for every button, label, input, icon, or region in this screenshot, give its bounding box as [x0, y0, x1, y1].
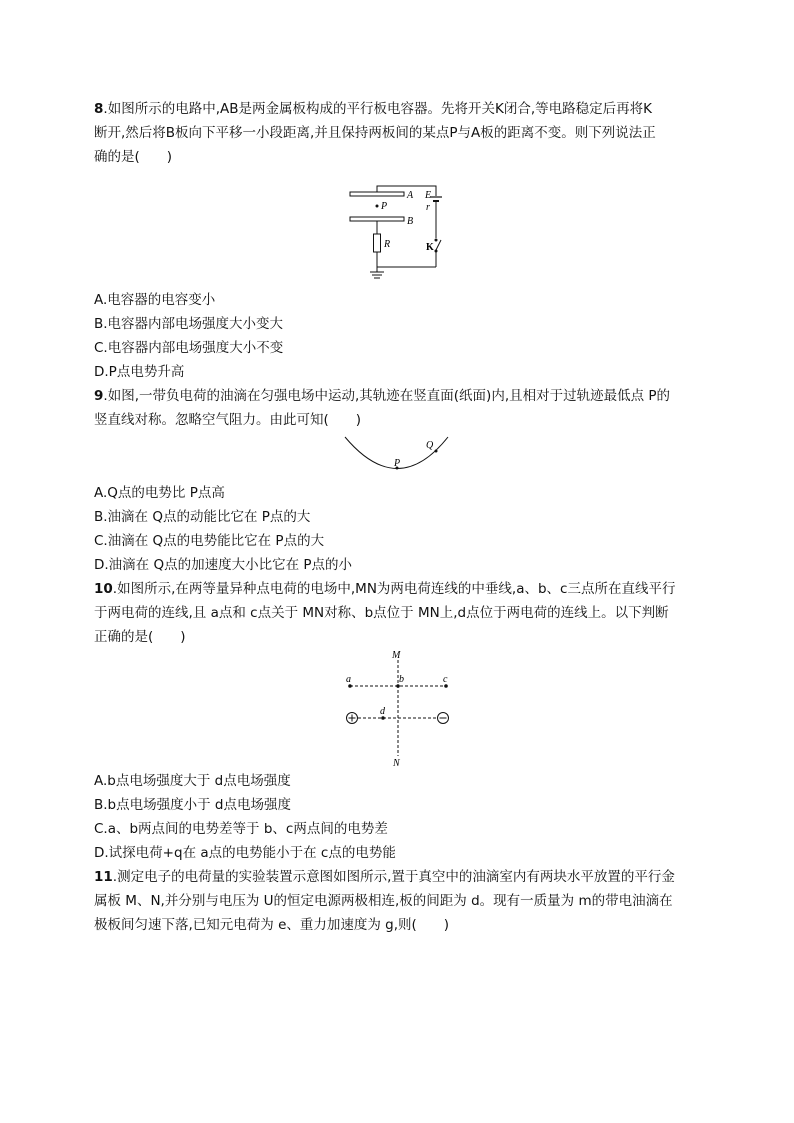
q9-option-c: C.油滴在 Q点的电势能比它在 P点的大 [94, 533, 325, 549]
label-k: K [426, 242, 434, 253]
q10-stem-line-3: 正确的是( ) [94, 629, 186, 645]
q8-stem-line-3: 确的是( ) [94, 149, 173, 165]
q10-option-d: D.试探电荷+q在 a点的电势能小于在 c点的电势能 [94, 845, 396, 861]
label-b: b [399, 674, 404, 685]
q8-option-d: D.P点电势升高 [94, 364, 185, 380]
plate-b [350, 217, 404, 221]
q10-stem-line-2: 于两电荷的连线,且 a点和 c点关于 MN对称、b点位于 MN上,d点位于两电荷的连线上。以下判断 [94, 605, 669, 621]
q10-stem-line-1 [94, 579, 675, 599]
q9-stem-line-2: 竖直线对称。忽略空气阻力。由此可知( ) [94, 412, 362, 428]
q9-option-b: B.油滴在 Q点的动能比它在 P点的大 [94, 509, 311, 525]
q8-circuit-diagram [340, 182, 450, 284]
q10-stem-text-1: .如图所示,在两等量异种点电荷的电场中,MN为两电荷连线的中垂线,a、b、c三点所在直线平行 [112, 581, 676, 597]
q8-stem-text-1: .如图所示的电路中,AB是两金属板构成的平行板电容器。先将开关K闭合,等电路稳定后再将K [103, 101, 652, 117]
q11-stem-line-3: 极板间匀速下落,已知元电荷为 e、重力加速度为 g,则( ) [94, 917, 450, 933]
label-d: d [380, 706, 385, 717]
label-q: Q [426, 440, 434, 451]
point-q [435, 450, 438, 453]
q10-option-c: C.a、b两点间的电势差等于 b、c两点间的电势差 [94, 821, 388, 837]
q10-option-b: B.b点电场强度小于 d点电场强度 [94, 797, 291, 813]
q9-option-a: A.Q点的电势比 P点高 [94, 485, 225, 501]
q11-stem-line-1 [94, 867, 675, 887]
plate-a [350, 192, 404, 196]
label-n: N [393, 758, 400, 768]
q10-option-a: A.b点电场强度大于 d点电场强度 [94, 773, 291, 789]
q8-option-b: B.电容器内部电场强度大小变大 [94, 316, 284, 332]
resistor-r [374, 234, 381, 252]
label-p: P [394, 458, 401, 469]
label-r-internal: r [426, 202, 430, 213]
label-a: a [346, 674, 351, 685]
label-p: P [381, 201, 388, 212]
q8-stem-line-2: 断开,然后将B板向下平移一小段距离,并且保持两板间的某点P与A板的距离不变。则下列说法正 [94, 125, 656, 141]
q10-charges-diagram [338, 648, 458, 768]
label-e: E [425, 190, 432, 201]
label-c: c [443, 674, 448, 685]
q9-option-d: D.油滴在 Q点的加速度大小比它在 P点的小 [94, 557, 353, 573]
q9-number: 9 [94, 388, 104, 404]
label-m: M [392, 650, 401, 661]
q9-trajectory-diagram [340, 434, 456, 474]
switch-lever [436, 240, 441, 250]
q8-number: 8 [94, 101, 104, 117]
q8-stem-line-1 [94, 99, 652, 119]
q8-option-c: C.电容器内部电场强度大小不变 [94, 340, 284, 356]
q8-option-a: A.电容器的电容变小 [94, 292, 216, 308]
q9-stem-text-1: .如图,一带负电荷的油滴在匀强电场中运动,其轨迹在竖直面(纸面)内,且相对于过轨迹最低点 P的 [103, 388, 671, 404]
q9-stem-line-1 [94, 386, 670, 406]
q11-stem-text-1: .测定电子的电荷量的实验装置示意图如图所示,置于真空中的油滴室内有两块水平放置的平行金 [112, 869, 675, 885]
q10-number: 10 [94, 581, 113, 597]
label-r-resistor: R [384, 239, 391, 250]
q11-number: 11 [94, 869, 113, 885]
q11-stem-line-2: 属板 M、N,并分别与电压为 U的恒定电源两极相连,板的间距为 d。现有一质量为 m的带电油滴在 [94, 893, 673, 909]
label-a: A [407, 190, 414, 201]
switch-contact-top [435, 239, 438, 242]
label-b: B [407, 216, 414, 227]
point-p [376, 205, 379, 208]
